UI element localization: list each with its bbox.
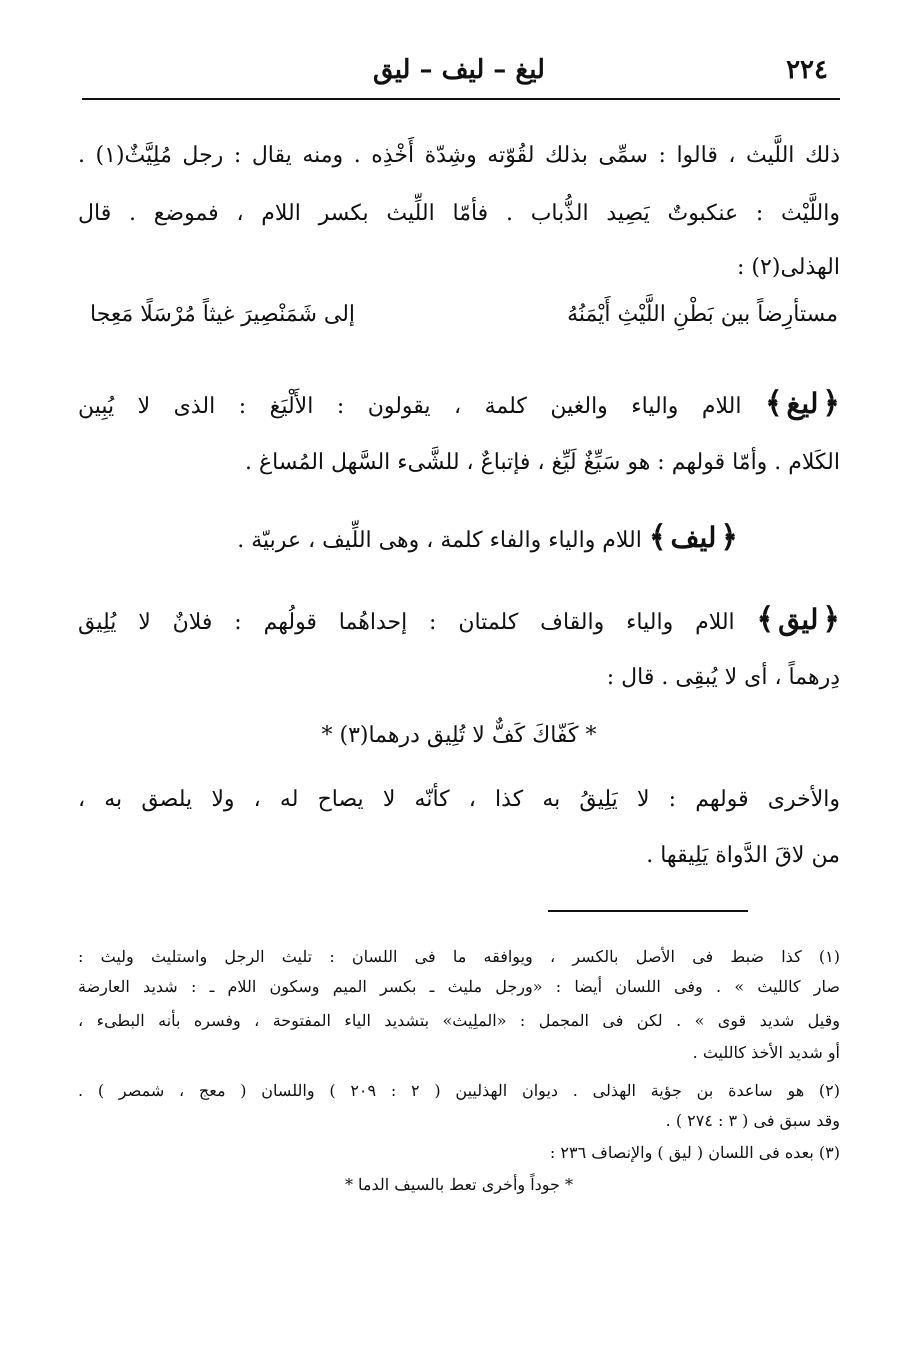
entry-bracket-close: ﴾ [648,520,667,555]
running-head: ليغ – ليف – ليق [373,55,545,85]
verse-hemistich-second: إلى شَمَنْصِيرَ غيثاً مُرْسَلًا مَعِجا [90,302,356,327]
entry-bracket-close: ﴾ [764,386,783,421]
footnote-line: (٣) بعده فى اللسان ( ليق ) والإنصاف ٢٣٦ : [549,1143,840,1162]
entry-bracket-close: ﴾ [756,602,775,637]
body-line: دِرهماً ، أى لا يُبقِى . قال : [606,665,840,690]
entry-bracket-open: ﴿ [822,602,840,637]
footnote-line: (٢) هو ساعدة بن جؤية الهذلى . ديوان الهذليين ( ٢ : ٢٠٩ ) واللسان ( معج ، شمصر ) . [78,1081,840,1100]
footnote-line: (١) كذا ضبط فى الأصل بالكسر ، ويوافقه ما فى اللسان : تليث الرجل واستليث وليث : [78,947,840,966]
entry-headword: ليف [670,521,717,554]
entry-line [78,386,840,425]
body-line: من لاقَ الدَّواة يَلِيقها . [646,843,840,868]
verse-line: * كَفّاكَ كَفٌّ لا تُلِيق درهما(٣) * [321,723,597,748]
entry-line [78,520,738,559]
body-line: والأخرى قولهم : لا يَلِيقُ به كذا ، كأنّه لا يصاح له ، ولا يلصق به ، [78,787,840,812]
body-line: الهذلى(٢) : [737,255,840,280]
entry-text: اللام والياء والغين كلمة ، يقولون : الأَلْيَغ : الذى لا يُبِين [78,394,742,419]
entry-text: اللام والياء والقاف كلمتان : إحداهُما قولُهم : فلانٌ لا يُلِيق [78,610,735,635]
entry-text: اللام والياء والفاء كلمة ، وهى اللِّيف ، عربيّة . [237,528,642,553]
footnote-rule [548,910,748,912]
page-number: ٢٢٤ [786,55,828,85]
footnote-line: وقد سبق فى ( ٣ : ٢٧٤ ) . [665,1111,840,1130]
footnote-line: أو شديد الأخذ كالليث . [692,1043,840,1062]
entry-line [78,602,840,641]
verse [90,302,838,342]
body-line: ذلك اللَّيث ، قالوا : سمِّى بذلك لقُوّته وشِدّة أَخْذِه . ومنه يقال : رجل مُلِيَّثٌ(١) . [78,143,840,168]
entry-headword: ليغ [786,387,819,420]
footnote-line: صار كالليث » . وفى اللسان أيضا : «ورجل مليث ـ بكسر الميم وسكون اللام ـ : شديد العارضة [78,977,840,996]
entry-bracket-open: ﴿ [720,520,738,555]
page-header [80,55,838,95]
footnote-verse: * جوداً وأخرى تعط بالسيف الدما * [344,1175,574,1194]
body-line: واللَّيْث : عنكبوتٌ يَصِيد الذُّباب . فأمّا اللِّيث بكسر اللام ، فموضع . قال [78,201,840,226]
entry-bracket-open: ﴿ [822,386,840,421]
entry-headword: ليق [778,603,819,636]
footnote-line: وقيل شديد قوى » . لكن فى المجمل : «الملِيث» بتشديد الياء المفتوحة ، وفسره بأنه البطىء ، [78,1011,840,1030]
header-rule [82,98,840,100]
body-line: الكَلام . وأمّا قولهم : هو سَيِّغٌ لَيِّغ ، فإتباعٌ ، للشَّىء السَّهل المُساغ . [245,450,840,475]
verse-hemistich-first: مستأرِضاً بين بَطْنِ اللَّيْثِ أَيْمَنُهُ [567,302,838,327]
